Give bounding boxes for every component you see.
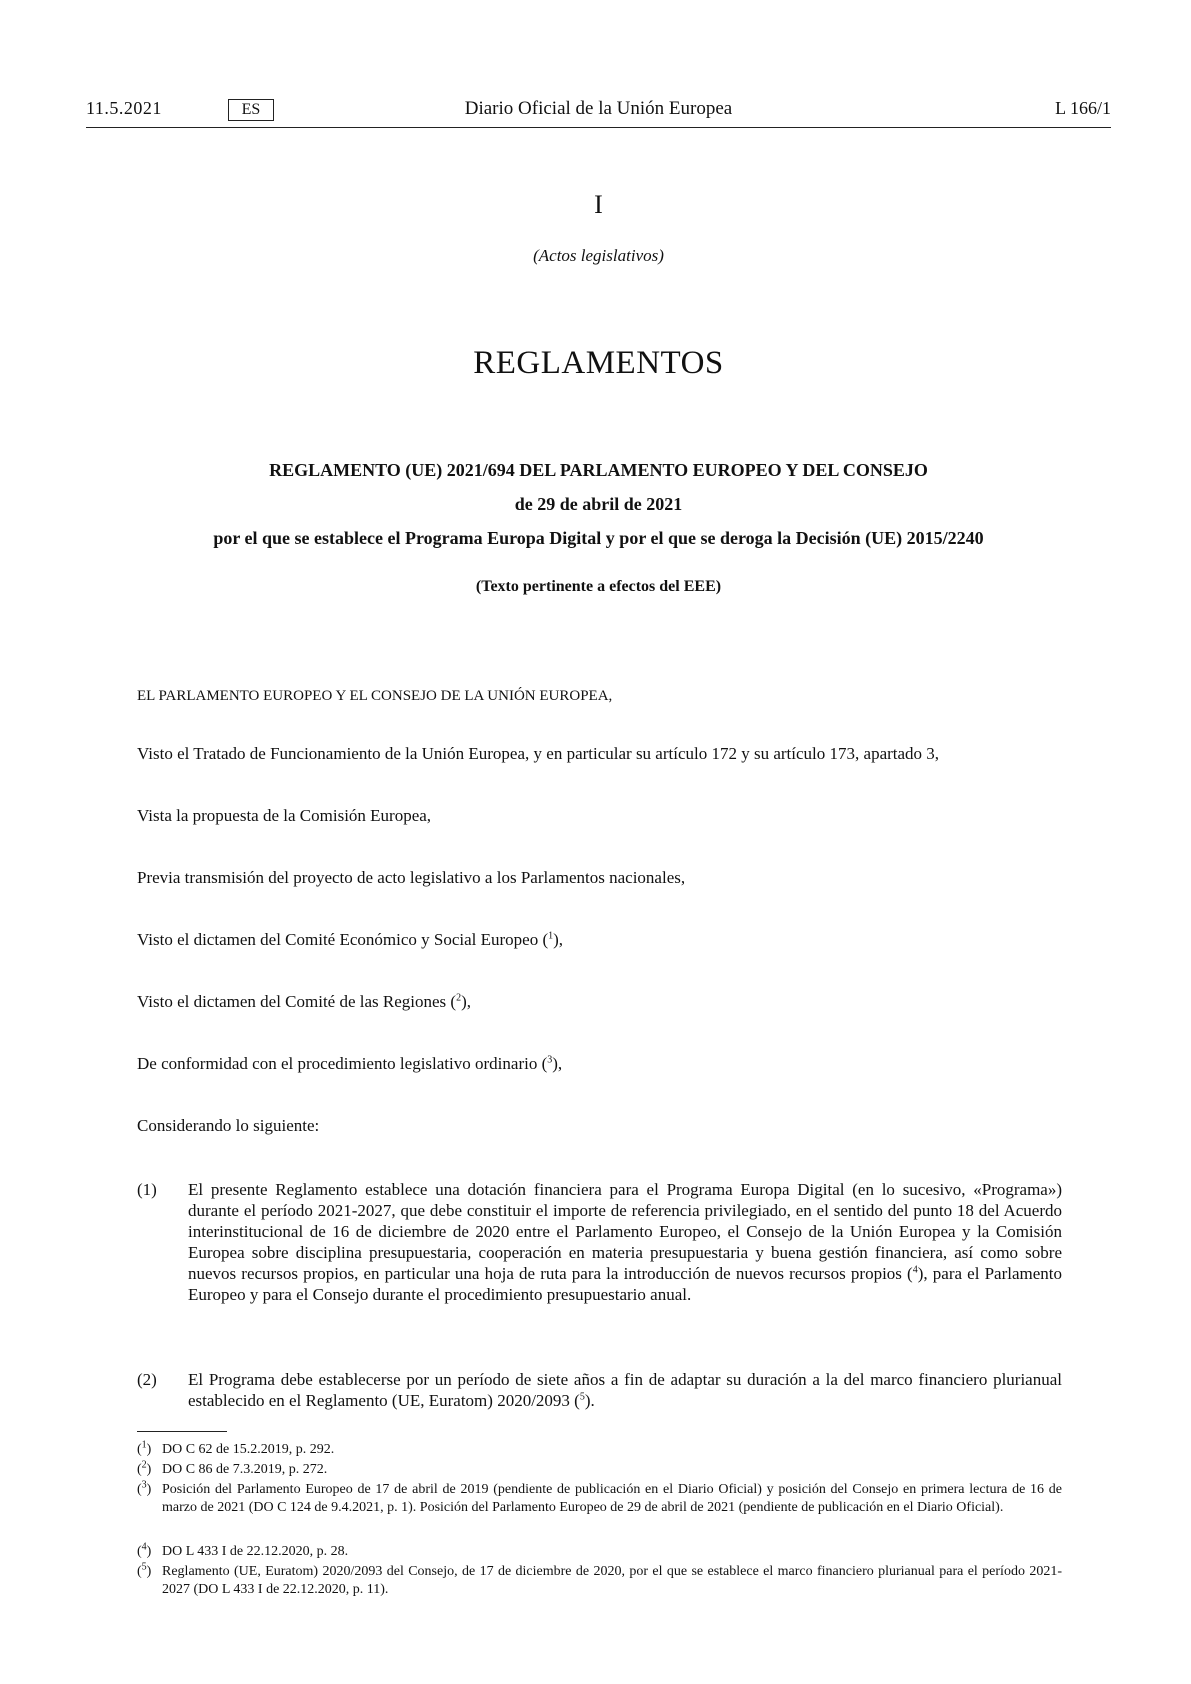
page-number: L 166/1 bbox=[1055, 98, 1111, 118]
preamble-proposal: Vista la propuesta de la Comisión Europea, bbox=[137, 806, 432, 825]
regulation-date: de 29 de abril de 2021 bbox=[514, 494, 683, 514]
language-badge: ES bbox=[228, 99, 274, 121]
preamble-whereas: Considerando lo siguiente: bbox=[137, 1116, 320, 1135]
footnote-divider bbox=[137, 1431, 227, 1432]
footnote-ref-5: 5 bbox=[579, 1391, 585, 1403]
series-number: I bbox=[594, 190, 603, 219]
preamble-transmission: Previa transmisión del proyecto de acto legislativo a los Parlamentos nacionales, bbox=[137, 868, 686, 887]
recital-text: El presente Reglamento establece una dotación financiera para el Programa Europa Digital (en lo sucesivo, «Programa») durante el período 2021-2027, que debe constituir el importe de referencia privilegiado, en el sentido del punto 18 del Acuerdo interinstitucional de 16 de diciembre de 2020 entre el Parlamento Europeo, el Consejo de la Unión Europea y la Comisión Europea sobre disciplina presupuestaria, cooperación en materia presupuestaria y buena gestión financiera, así como sobre nuevos recursos propios, en particular una hoja de ruta para la introducción de nuevos recursos propios ($^4$), para el Parlamento Europeo y para el Consejo durante el procedimiento presupuestario anual. bbox=[188, 1180, 1062, 1304]
preamble-treaty: Visto el Tratado de Funcionamiento de la Unión Europea, y en particular su artículo 172 y su artículo 173, apartado 3, bbox=[137, 744, 940, 763]
acts-type: (Actos legislativos) bbox=[533, 246, 664, 265]
regulation-subject: por el que se establece el Programa Europa Digital y por el que se deroga la Decisión (UE) 2015/2240 bbox=[213, 528, 984, 548]
regulation-title: REGLAMENTO (UE) 2021/694 DEL PARLAMENTO EUROPEO Y DEL CONSEJO bbox=[269, 460, 928, 480]
publication-date: 11.5.2021 bbox=[86, 98, 162, 118]
section-title: REGLAMENTOS bbox=[473, 345, 724, 381]
recital-number: (1) bbox=[137, 1180, 157, 1199]
footnote-ref-1: 1 bbox=[548, 930, 554, 942]
footnote-ref-4: 4 bbox=[912, 1264, 918, 1276]
header-divider bbox=[86, 127, 1111, 128]
preamble-procedure: De conformidad con el procedimiento legislativo ordinario ($^3$), bbox=[137, 1054, 563, 1073]
preamble-esc-opinion: Visto el dictamen del Comité Económico y Social Europeo ($^1$), bbox=[137, 930, 564, 949]
footnote-ref-3: 3 bbox=[547, 1054, 553, 1066]
page-header bbox=[86, 98, 1111, 128]
eee-relevance: (Texto pertinente a efectos del EEE) bbox=[475, 578, 722, 595]
recital-text: El Programa debe establecerse por un período de siete años a fin de adaptar su duración a la del marco financiero plurianual establecido en el Reglamento (UE, Euratom) 2020/2093 ($^5$). bbox=[188, 1370, 1062, 1410]
recital-number: (2) bbox=[137, 1370, 157, 1389]
journal-title: Diario Oficial de la Unión Europea bbox=[464, 98, 733, 119]
footnote-ref-2: 2 bbox=[456, 992, 462, 1004]
preamble-authors: EL PARLAMENTO EUROPEO Y EL CONSEJO DE LA UNIÓN EUROPEA, bbox=[137, 688, 613, 704]
preamble-cor-opinion: Visto el dictamen del Comité de las Regiones ($^2$), bbox=[137, 992, 471, 1011]
